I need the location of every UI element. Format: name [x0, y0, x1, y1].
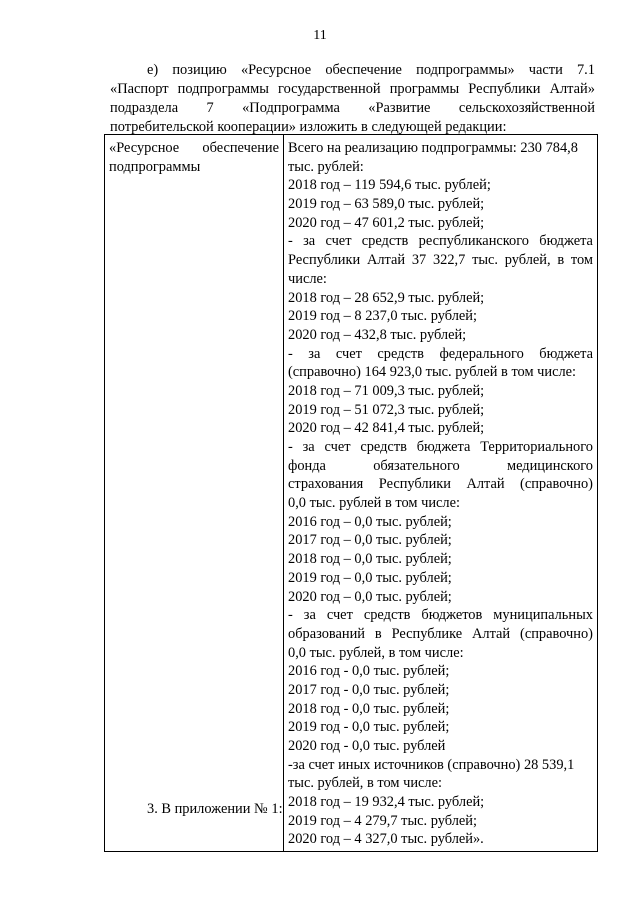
funding-line: 2020 год – 47 601,2 тыс. рублей; [288, 214, 485, 231]
label-word: подпрограммы [109, 158, 201, 175]
intro-line [110, 99, 595, 118]
intro-word: подпрограммы [177, 81, 269, 97]
funding-line: 2019 год – 4 279,7 тыс. рублей; [288, 812, 477, 829]
funding-line: фонда обязательного медицинского [288, 457, 593, 474]
funding-line: -за счет иных источников (справочно) 28 539,1 [288, 756, 575, 773]
funding-line: 0,0 тыс. рублей в том числе: [288, 495, 460, 512]
intro-word: подпрограммы» [416, 62, 515, 78]
intro-word: части [528, 62, 563, 78]
funding-line: 2020 год - 0,0 тыс. рублей [288, 738, 446, 754]
funding-line: 2018 год – 0,0 тыс. рублей; [288, 551, 452, 568]
intro-line [110, 61, 595, 80]
funding-line: 2018 год – 71 009,3 тыс. рублей; [288, 382, 485, 399]
intro-word: обеспечение [325, 62, 402, 78]
funding-line: 2017 год - 0,0 тыс. рублей; [288, 681, 450, 698]
funding-line: - за счет средств бюджетов муниципальных [288, 607, 593, 624]
funding-line: - за счет средств федерального бюджета [288, 345, 593, 362]
intro-word: 7.1 [576, 62, 595, 78]
intro-word: «Подпрограмма [242, 100, 340, 116]
funding-line: образований в Республике Алтай (справочно) [288, 625, 593, 642]
intro-word: Республики [468, 81, 541, 97]
intro-word: подраздела [110, 100, 179, 116]
resource-label-cell [105, 135, 284, 852]
funding-line: 2020 год – 0,0 тыс. рублей; [288, 588, 452, 605]
funding-line: (справочно) 164 923,0 тыс. рублей в том числе: [288, 364, 577, 381]
funding-line: 2019 год – 0,0 тыс. рублей; [288, 569, 452, 586]
funding-line: 2017 год – 0,0 тыс. рублей; [288, 532, 452, 549]
section-item-3: 3. В приложении № 1: [147, 801, 283, 817]
funding-line: страхования Республики Алтай (справочно) [288, 476, 593, 493]
resource-value-cell [284, 135, 598, 852]
funding-line: тыс. рублей: [288, 158, 364, 175]
intro-word: позицию [172, 62, 227, 78]
table-row [105, 135, 598, 852]
funding-line: 2016 год – 0,0 тыс. рублей; [288, 513, 452, 530]
intro-word: е) [147, 62, 159, 78]
funding-line: 0,0 тыс. рублей, в том числе: [288, 644, 464, 661]
label-line [109, 139, 279, 158]
funding-line: 2018 год - 0,0 тыс. рублей; [288, 700, 450, 717]
funding-line: 2019 год – 51 072,3 тыс. рублей; [288, 401, 485, 418]
intro-word: 7 [206, 100, 214, 116]
label-word: «Ресурсное [109, 140, 180, 156]
funding-line: - за счет средств республиканского бюджета [288, 233, 593, 250]
funding-line: - за счет средств бюджета Территориального [288, 439, 593, 455]
intro-paragraph [110, 61, 595, 137]
intro-word: «Паспорт [110, 81, 169, 97]
funding-line: 2016 год - 0,0 тыс. рублей; [288, 663, 450, 680]
funding-line: 2019 год – 8 237,0 тыс. рублей; [288, 308, 477, 325]
intro-line [110, 80, 595, 99]
funding-line: числе: [288, 270, 327, 287]
intro-word: «Развитие [368, 100, 431, 116]
funding-line: 2020 год – 432,8 тыс. рублей; [288, 326, 467, 343]
funding-line: 2020 год – 42 841,4 тыс. рублей; [288, 420, 485, 437]
funding-line: Всего на реализацию подпрограммы: 230 784,8 [288, 140, 578, 156]
intro-word: потребительской кооперации» изложить в следующей редакции: [110, 119, 507, 135]
resource-table [104, 134, 598, 852]
funding-line: 2019 год – 63 589,0 тыс. рублей; [288, 196, 485, 213]
intro-word: государственной [278, 81, 381, 97]
funding-line: 2018 год – 28 652,9 тыс. рублей; [288, 289, 485, 306]
funding-line: Республики Алтай 37 322,7 тыс. рублей, в том [288, 252, 593, 269]
intro-word: сельскохозяйственной [458, 100, 595, 116]
funding-line: 2018 год – 19 932,4 тыс. рублей; [288, 794, 485, 811]
label-word: обеспечение [202, 140, 279, 156]
funding-line: 2019 год - 0,0 тыс. рублей; [288, 719, 450, 736]
funding-line: 2020 год – 4 327,0 тыс. рублей». [288, 831, 484, 848]
label-line [109, 158, 279, 177]
intro-word: Алтай» [549, 81, 595, 97]
funding-line: тыс. рублей, в том числе: [288, 775, 442, 792]
funding-line: 2018 год – 119 594,6 тыс. рублей; [288, 177, 491, 194]
intro-word: «Ресурсное [240, 62, 312, 78]
page-number: 11 [313, 28, 327, 43]
intro-word: программы [389, 81, 460, 97]
